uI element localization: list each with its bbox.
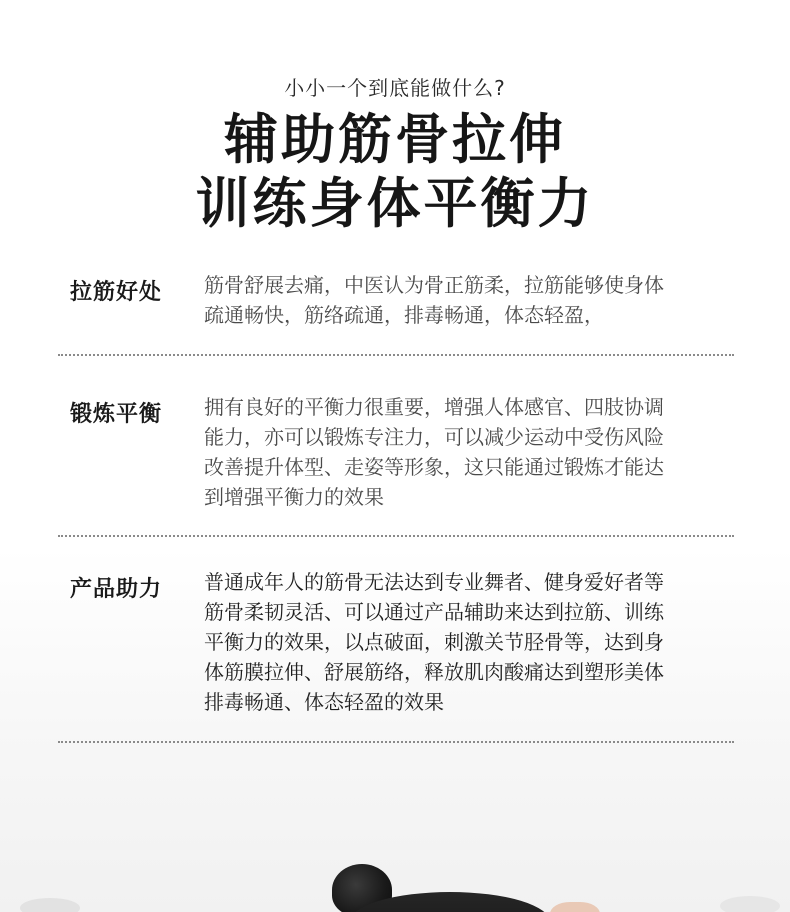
body-line: 到增强平衡力的效果 [204,485,384,509]
body-line: 筋骨柔韧灵活、可以通过产品辅助来达到拉筋、训练 [204,600,664,624]
body-line: 排毒畅通、体态轻盈的效果 [204,690,444,714]
body-line: 拥有良好的平衡力很重要，增强人体感官、四肢协调 [204,395,664,419]
body-line: 能力，亦可以锻炼专注力，可以减少运动中受伤风险 [204,425,664,449]
section-body [204,270,724,330]
section-title: 锻炼平衡 [70,402,163,427]
subtitle: 小小一个到底能做什么? [284,76,506,100]
section-title: 拉筋好处 [70,280,163,305]
body-line: 平衡力的效果，以点破面，刺激关节胫骨等，达到身 [204,630,664,654]
section-body [204,567,724,717]
floor-shadow [20,898,80,912]
body-line: 体筋膜拉伸、舒展筋络，释放肌肉酸痛达到塑形美体 [204,660,664,684]
body-line: 疏通畅快，筋络疏通，排毒畅通，体态轻盈， [204,303,604,327]
dotted-divider [58,354,734,356]
body-line: 改善提升体型、走姿等形象，这只能通过锻炼才能达 [204,455,664,479]
model-hand [550,902,600,912]
body-line: 普通成年人的筋骨无法达到专业舞者、健身爱好者等 [204,570,664,594]
section-body [204,392,724,512]
model-photo [0,858,790,912]
headline-line-2: 训练身体平衡力 [195,172,595,235]
body-line: 筋骨舒展去痛，中医认为骨正筋柔，拉筋能够使身体 [204,273,664,297]
dotted-divider [58,741,734,743]
floor-shadow [720,896,780,912]
headline-line-1: 辅助筋骨拉伸 [224,108,566,171]
section-title: 产品助力 [70,577,163,602]
dotted-divider [58,535,734,537]
